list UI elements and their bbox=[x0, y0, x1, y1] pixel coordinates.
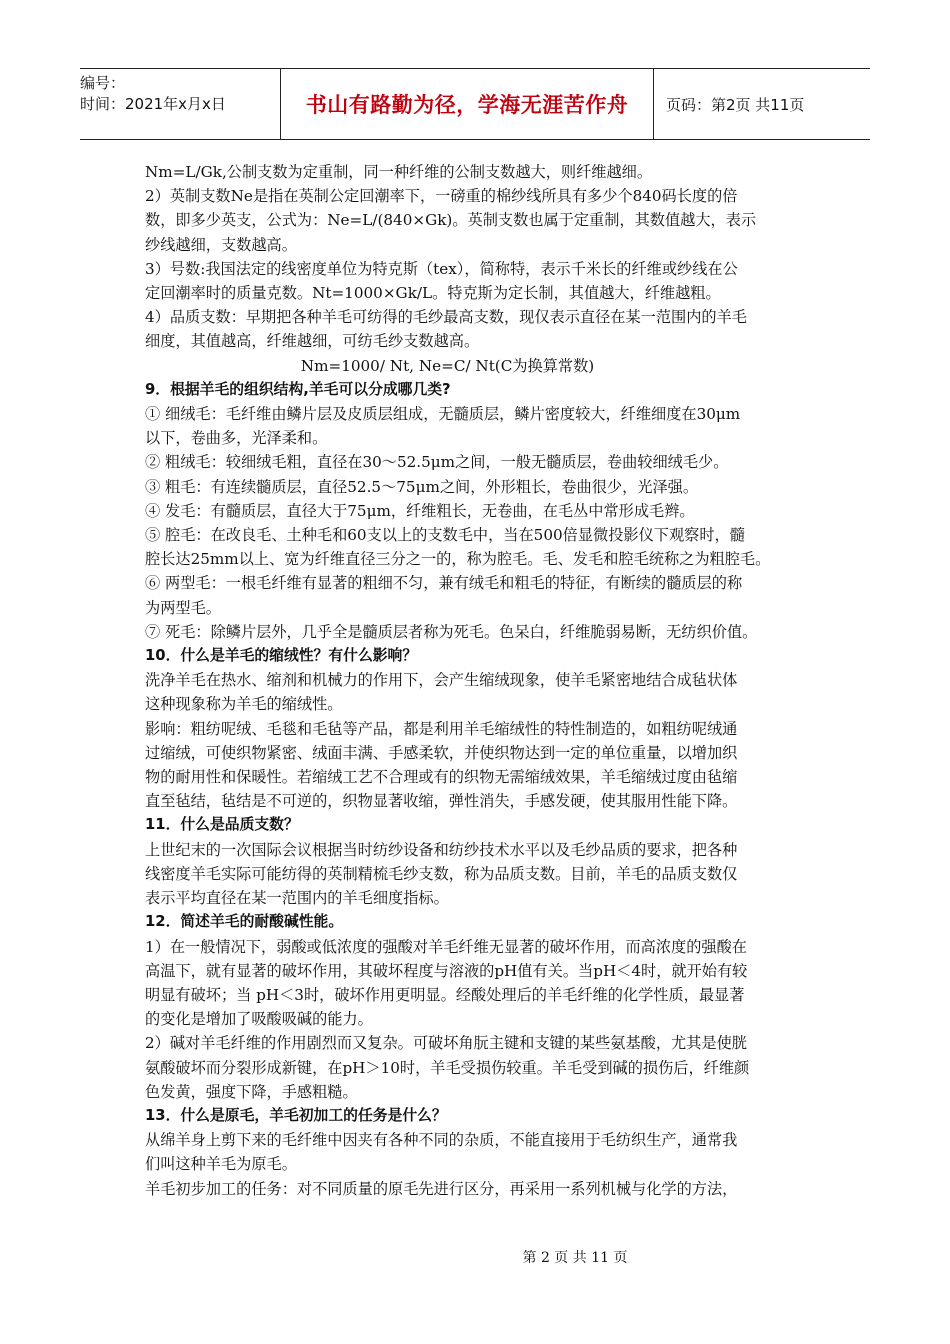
document-body bbox=[145, 160, 810, 1201]
body-line: 高温下，就有显著的破坏作用，其破坏程度与溶液的pH值有关。当pH＜4时，就开始有较 bbox=[145, 961, 748, 980]
body-line: 们叫这种羊毛为原毛。 bbox=[145, 1155, 297, 1174]
body-line: ④ 发毛：有髓质层，直径大于75μm，纤维粗长，无卷曲，在毛丛中常形成毛辫。 bbox=[145, 501, 695, 520]
body-line: ② 粗绒毛：较细绒毛粗，直径在30～52.5μm之间，一般无髓质层，卷曲较细绒毛少。 bbox=[145, 453, 729, 472]
body-line: 4）品质支数：早期把各种羊毛可纺得的毛纱最高支数，现仅表示直径在某一范围内的羊毛 bbox=[145, 308, 747, 327]
body-line: Nm=L/Gk,公制支数为定重制，同一种纤维的公制支数越大，则纤维越细。 bbox=[145, 163, 653, 181]
body-line: 上世纪末的一次国际会议根据当时纺纱设备和纺纱技术水平以及毛纱品质的要求，把各种 bbox=[145, 840, 738, 859]
body-line: 氨酸破坏而分裂形成新键，在pH＞10时，羊毛受损伤较重。羊毛受到碱的损伤后，纤维颜 bbox=[145, 1058, 750, 1077]
body-line: 影响：粗纺呢绒、毛毯和毛毡等产品，都是利用羊毛缩绒性的特性制造的，如粗纺呢绒通 bbox=[145, 719, 738, 738]
question-heading: 10．什么是羊毛的缩绒性？有什么影响？ bbox=[145, 647, 418, 665]
body-line: 3）号数:我国法定的线密度单位为特克斯（tex），简称特，表示千米长的纤维或纱线在公 bbox=[145, 259, 738, 278]
header-meta bbox=[80, 69, 280, 139]
body-line: ① 细绒毛：毛纤维由鳞片层及皮质层组成，无髓质层，鳞片密度较大，纤维细度在30μm bbox=[145, 405, 741, 424]
body-line: 2）英制支数Ne是指在英制公定回潮率下，一磅重的棉纱线所具有多少个840码长度的倍 bbox=[145, 187, 738, 206]
body-line: 的变化是增加了吸酸吸碱的能力。 bbox=[145, 1010, 373, 1029]
question-heading: 9．根据羊毛的组织结构,羊毛可以分成哪几类? bbox=[145, 380, 451, 398]
body-line: 羊毛初步加工的任务：对不同质量的原毛先进行区分，再采用一系列机械与化学的方法， bbox=[145, 1179, 738, 1198]
body-line: 数，即多少英支，公式为：Ne=L/(840×Gk)。英制支数也属于定重制，其数值越大，表示 bbox=[145, 211, 757, 230]
page-footer: 第 2 页 共 11 页 bbox=[522, 1250, 628, 1266]
body-line: ⑥ 两型毛：一根毛纤维有显著的粗细不匀，兼有绒毛和粗毛的特征，有断续的髓质层的称 bbox=[145, 574, 743, 593]
body-line: 腔长达25mm以上、宽为纤维直径三分之一的，称为腔毛。毛、发毛和腔毛统称之为粗腔毛。 bbox=[145, 550, 771, 569]
body-line: 过缩绒，可使织物紧密、绒面丰满、手感柔软，并使织物达到一定的单位重量，以增加织 bbox=[145, 743, 738, 762]
body-line: 色发黄，强度下降，手感粗糙。 bbox=[145, 1082, 358, 1101]
body-line: 表示平均直径在某一范围内的羊毛细度指标。 bbox=[145, 889, 449, 908]
document-number-label: 编号： bbox=[80, 74, 126, 92]
body-line: 这种现象称为羊毛的缩绒性。 bbox=[145, 695, 343, 714]
body-line: ⑦ 死毛：除鳞片层外，几乎全是髓质层者称为死毛。色呆白，纤维脆弱易断，无纺织价值。 bbox=[145, 622, 758, 641]
document-time-label: 时间：2021年x月x日 bbox=[80, 95, 226, 113]
body-line: 为两型毛。 bbox=[145, 598, 221, 617]
body-line: 纱线越细，支数越高。 bbox=[145, 235, 297, 254]
body-line: 明显有破坏；当 pH＜3时，破坏作用更明显。经酸处理后的羊毛纤维的化学性质，最显著 bbox=[145, 985, 745, 1004]
body-line: 定回潮率时的质量克数。Nt=1000×Gk/L。特克斯为定长制，其值越大，纤维越粗。 bbox=[145, 284, 721, 303]
body-line: 1）在一般情况下，弱酸或低浓度的强酸对羊毛纤维无显著的破坏作用，而高浓度的强酸在 bbox=[145, 937, 747, 956]
body-line: 线密度羊毛实际可能纺得的英制精梳毛纱支数，称为品质支数。目前，羊毛的品质支数仅 bbox=[145, 864, 738, 883]
question-heading: 12．简述羊毛的耐酸碱性能。 bbox=[145, 913, 344, 931]
question-heading: 13．什么是原毛，羊毛初加工的任务是什么？ bbox=[145, 1106, 447, 1124]
body-line: ③ 粗毛：有连续髓质层，直径52.5～75μm之间，外形粗长，卷曲很少，光泽强。 bbox=[145, 477, 699, 496]
body-line: Nm=1000/ Nt, Ne=C/ Nt(C为换算常数) bbox=[300, 356, 595, 375]
header-page-info: 页码：第2页 共11页 bbox=[666, 95, 805, 114]
body-line: 从绵羊身上剪下来的毛纤维中因夹有各种不同的杂质，不能直接用于毛纺织生产，通常我 bbox=[145, 1131, 738, 1150]
body-line: 2）碱对羊毛纤维的作用剧烈而又复杂。可破坏角朊主键和支键的某些氨基酸，尤其是使胱 bbox=[145, 1034, 747, 1053]
body-line: 洗净羊毛在热水、缩剂和机械力的作用下，会产生缩绒现象，使羊毛紧密地结合成毡状体 bbox=[145, 671, 738, 690]
body-line: 物的耐用性和保暖性。若缩绒工艺不合理或有的织物无需缩绒效果，羊毛缩绒过度由毡缩 bbox=[145, 768, 738, 787]
body-line: ⑤ 腔毛：在改良毛、土种毛和60支以上的支数毛中，当在500倍显微投影仪下观察时，髓 bbox=[145, 526, 745, 545]
body-line: 以下，卷曲多，光泽柔和。 bbox=[145, 429, 328, 448]
body-line: 直至毡结，毡结是不可逆的，织物显著收缩，弹性消失，手感发硬，使其服用性能下降。 bbox=[145, 792, 738, 811]
body-line: 细度，其值越高，纤维越细，可纺毛纱支数越高。 bbox=[145, 332, 480, 351]
page-header bbox=[80, 68, 870, 140]
header-motto: 书山有路勤为径，学海无涯苦作舟 bbox=[280, 69, 654, 139]
question-heading: 11．什么是品质支数？ bbox=[145, 816, 299, 834]
